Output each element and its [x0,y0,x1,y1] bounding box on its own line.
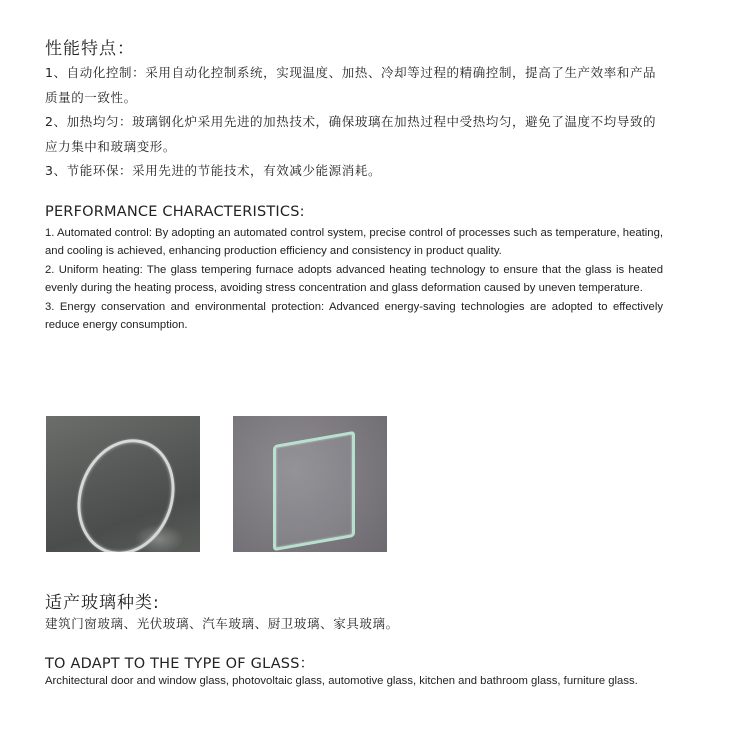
features-en-item-1: 1. Automated control: By adopting an automated control system, precise control of processes such as temperature, heating, and cooling is achieved, enhancing production efficiency and consistency in product quality. [45,227,663,258]
glass-types-cn-text: 建筑门窗玻璃、光伏玻璃、汽车玻璃、厨卫玻璃、家具玻璃。 [45,616,399,631]
glass-types-en-title: TO ADAPT TO THE TYPE OF GLASS： [45,656,315,672]
features-en-item-3: 3. Energy conservation and environmental protection: Advanced energy-saving technologies are adopted to effectively reduce energy consumption. [45,300,663,332]
features-cn-title: 性能特点： [45,39,135,59]
glass-types-cn-title: 适产玻璃种类: [45,593,160,613]
features-cn-item-2: 2、加热均匀：玻璃钢化炉采用先进的加热技术，确保玻璃在加热过程中受热均匀，避免了温度不均导致的应力集中和玻璃变形。 [45,114,657,154]
features-en-title: PERFORMANCE CHARACTERISTICS: [45,204,305,220]
product-image-square-glass [233,416,387,552]
product-image-round-glass [46,416,200,552]
glass-types-en-text: Architectural door and window glass, photovoltaic glass, automotive glass, kitchen and bathroom glass, furniture glass. [45,675,638,687]
square-glass-shape [273,431,355,551]
features-cn-item-3: 3、节能环保：采用先进的节能技术，有效减少能源消耗。 [45,163,382,178]
features-en-list [45,224,663,334]
features-en-item-2: 2. Uniform heating: The glass tempering furnace adopts advanced heating technology to ensure that the glass is heated evenly during the heating process, avoiding stress concentration and glass deformation caused by uneven temperature. [45,263,663,295]
features-cn-item-1: 1、自动化控制：采用自动化控制系统，实现温度、加热、冷却等过程的精确控制，提高了生产效率和产品质量的一致性。 [45,65,657,105]
round-glass-reflection [134,524,184,552]
